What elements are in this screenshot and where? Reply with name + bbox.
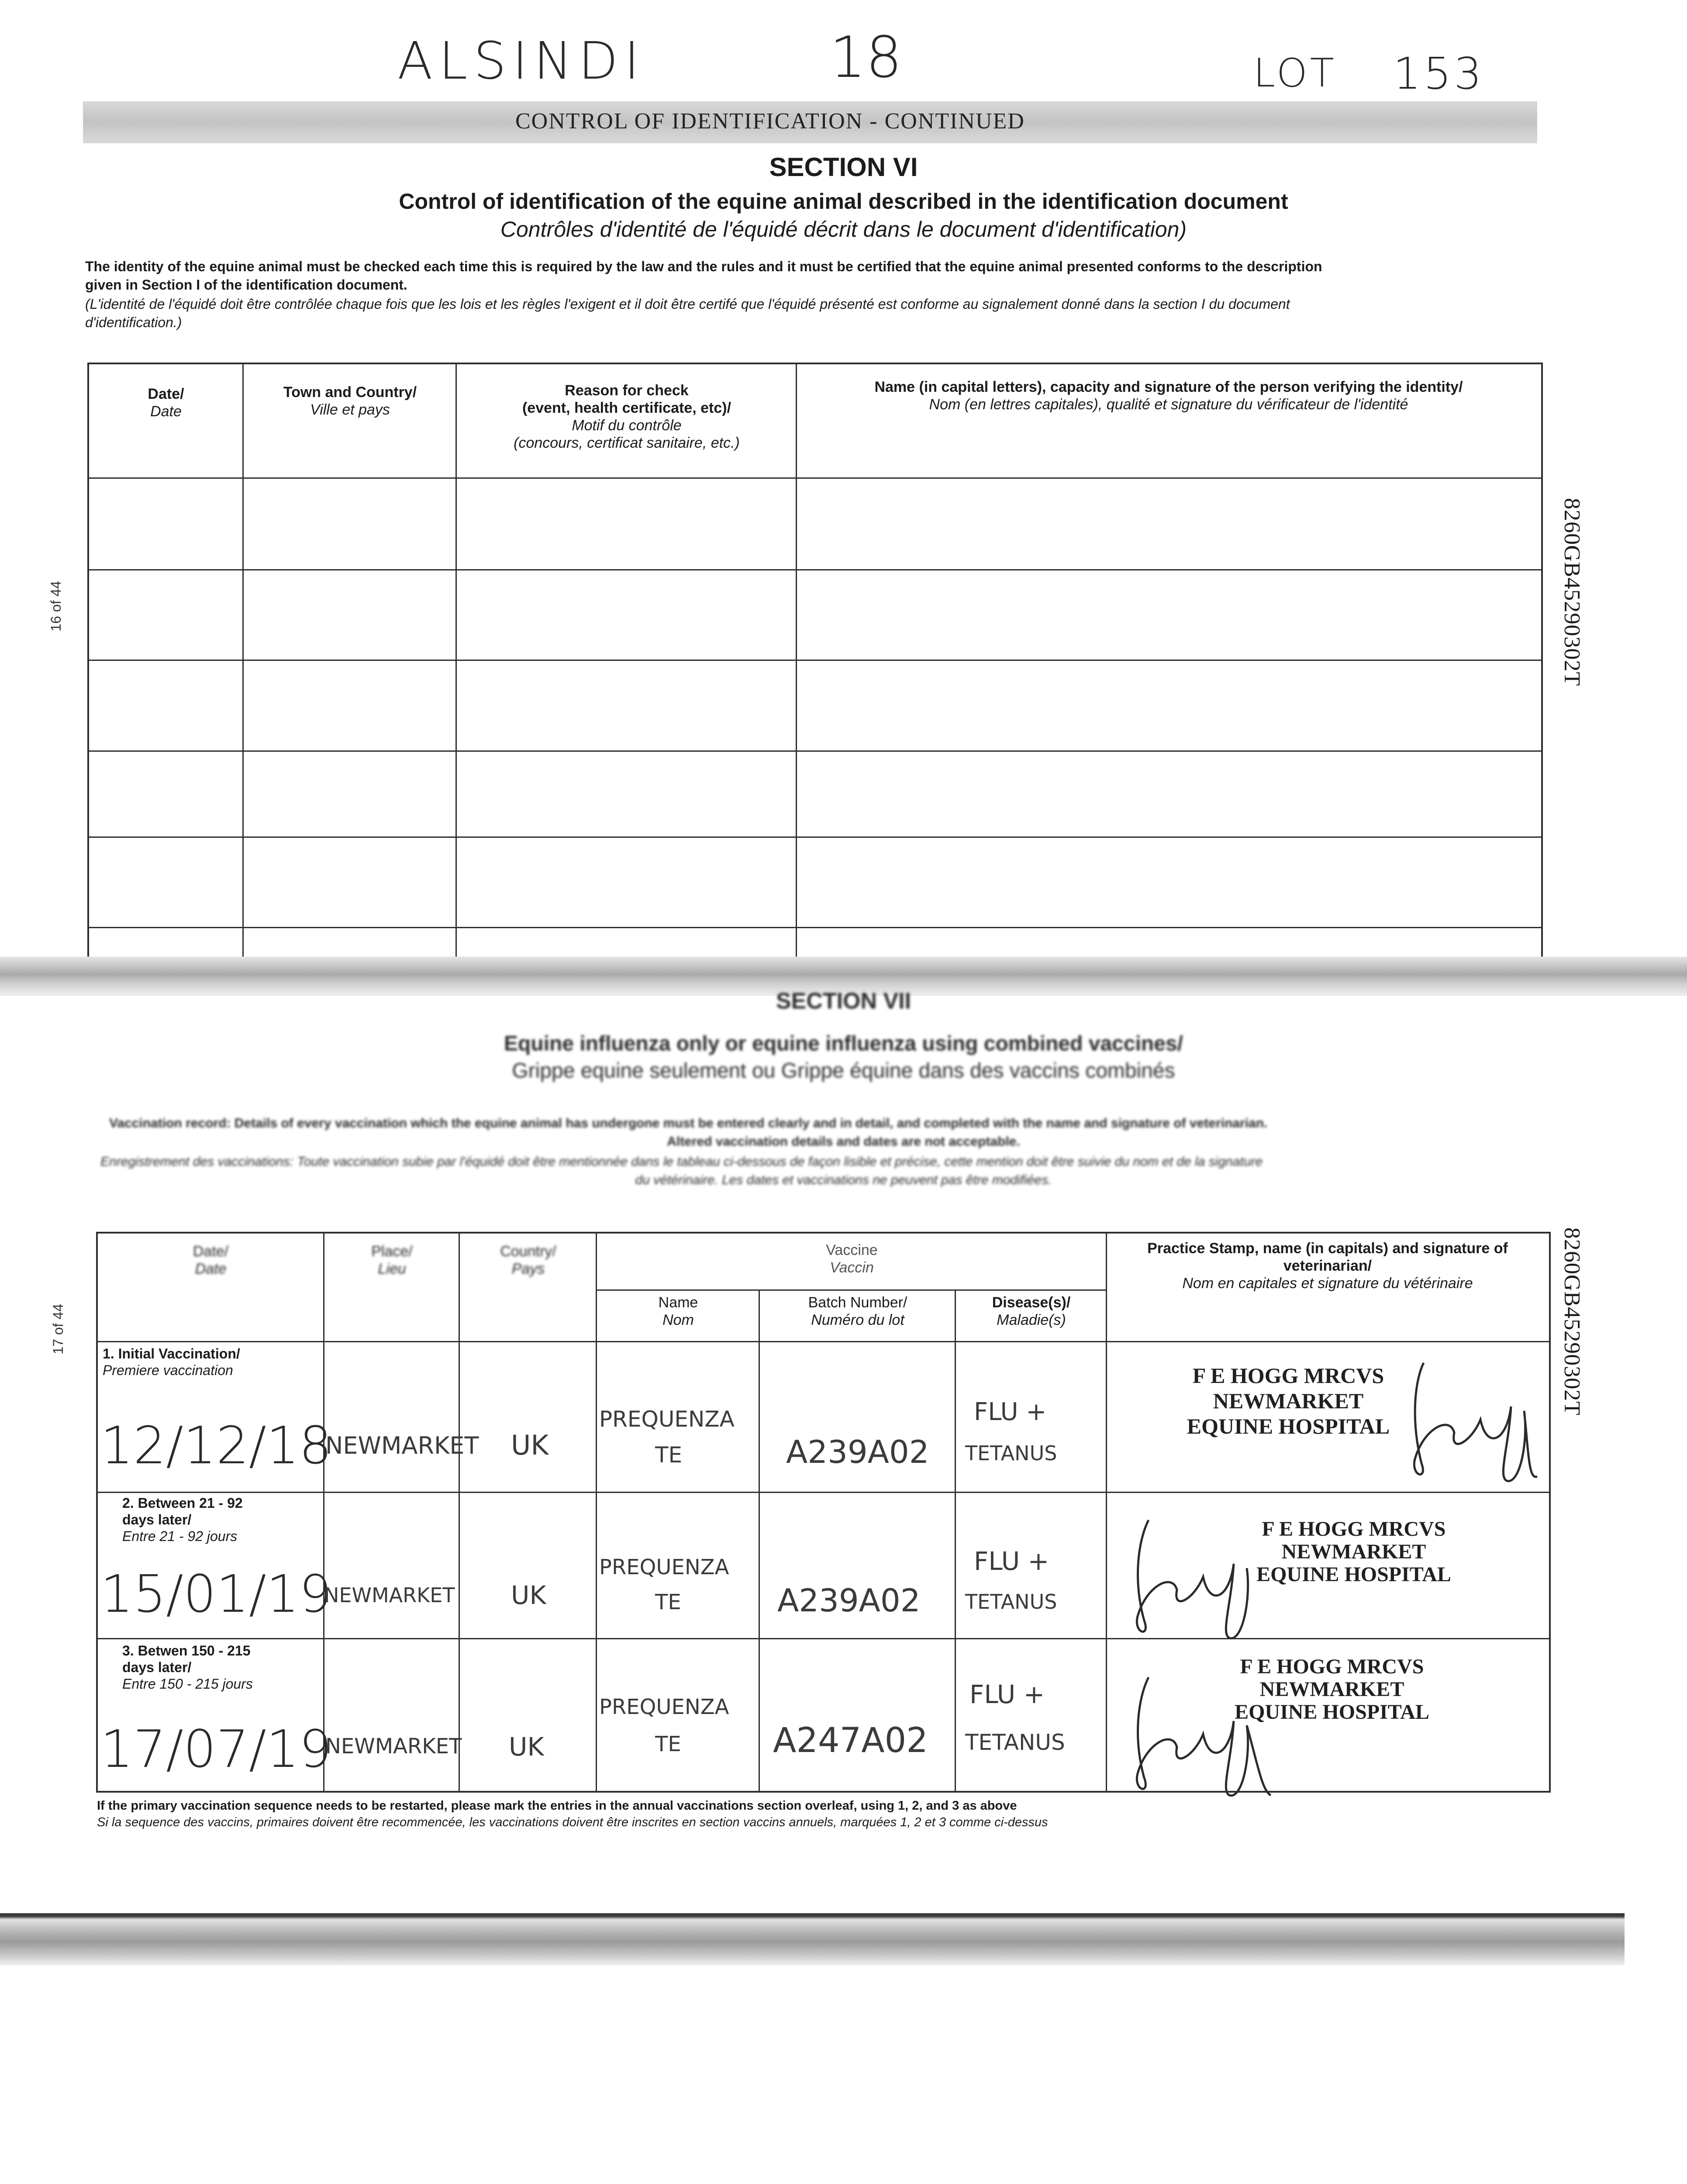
row-3-vaccine-name-2: TE (655, 1732, 681, 1756)
col-date-header: Date/ Date (193, 1243, 229, 1277)
row-2-vaccine-name-2: TE (655, 1590, 681, 1614)
section-vii-subtitle-fr: Grippe equine seulement ou Grippe équine dans des vaccins combinés (512, 1059, 1175, 1082)
row-1-country: UK (511, 1429, 549, 1461)
section-vi-subtitle-fr: Contrôles d'identité de l'équidé décrit dans le document d'identification) (500, 217, 1187, 242)
row-2-country: UK (511, 1580, 546, 1610)
row-3-disease-2: TETANUS (965, 1730, 1065, 1755)
section-vi-intro-fr-2: d'identification.) (85, 314, 182, 330)
row-1-date: 12/12/18 (100, 1415, 332, 1476)
row-2-date: 15/01/19 (100, 1564, 332, 1624)
section-vii-intro-fr-1: Enregistrement des vaccinations: Toute vaccination subie par l'équidé doit être mentionnée dans le tableau ci-dessous de façon lisible et précise, cette mention doit être suivie du nom et de la signature (100, 1154, 1263, 1169)
col-name-header: Name Nom (658, 1294, 698, 1328)
row-2-label: 2. Between 21 - 92 days later/ Entre 21 - 92 jours (122, 1495, 243, 1544)
col-reason-header: Reason for check (event, health certificate, etc)/ Motif du contrôle (concours, certificat sanitaire, etc.) (514, 382, 740, 451)
row-1-place: NEWMARKET (325, 1432, 479, 1459)
section-vii-subtitle-en: Equine influenza only or equine influenza using combined vaccines/ (504, 1032, 1183, 1055)
row-3-country: UK (509, 1732, 544, 1762)
row-2-disease: FLU + (974, 1546, 1049, 1576)
table-row[interactable] (87, 660, 1541, 661)
row-3-batch: A247A02 (773, 1721, 928, 1760)
section-vii-intro-en-2: Altered vaccination details and dates are not acceptable. (667, 1134, 1020, 1149)
row-2-place: NEWMARKET (324, 1583, 455, 1607)
row-2-batch: A239A02 (777, 1582, 921, 1619)
section-vi-intro-en-1: The identity of the equine animal must be checked each time this is required by the law and the rules and it must be certified that the equine animal presented conforms to the description (85, 259, 1322, 274)
section-vi-subtitle-en: Control of identification of the equine animal described in the identification document (399, 189, 1288, 214)
row-2-disease-2: TETANUS (965, 1590, 1057, 1614)
section-vi-title: SECTION VI (769, 152, 918, 182)
row-2-vaccine-name: PREQUENZA (599, 1555, 729, 1579)
row-1-signature (1397, 1354, 1546, 1485)
row-1-vaccine-name: PREQUENZA (599, 1406, 735, 1432)
row-3-vaccine-name: PREQUENZA (599, 1695, 729, 1719)
row-1-disease: FLU + (974, 1398, 1047, 1426)
banner-title: CONTROL OF IDENTIFICATION - CONTINUED (515, 109, 1025, 134)
section-vii-intro-fr-2: du vétérinaire. Les dates et vaccinations ne peuvent pas être modifiées. (635, 1173, 1052, 1187)
row-3-disease: FLU + (969, 1679, 1045, 1709)
doc-number-top: 8260GB45290302T (1559, 498, 1584, 686)
row-1-label: 1. Initial Vaccination/ Premiere vaccination (103, 1346, 240, 1378)
row-2-vet-stamp: F E HOGG MRCVS NEWMARKET EQUINE HOSPITAL (1256, 1517, 1451, 1586)
page-edge (0, 1913, 1625, 1966)
row-3-signature (1118, 1660, 1301, 1808)
identity-check-table (87, 363, 1543, 963)
table-row[interactable] (96, 1638, 1549, 1639)
row-1-vet-stamp: F E HOGG MRCVS NEWMARKET EQUINE HOSPITAL (1187, 1363, 1390, 1438)
lot-label: LOT (1253, 50, 1337, 96)
footnote-en: If the primary vaccination sequence needs to be restarted, please mark the entries in the annual vaccinations section overleaf, using 1, 2, and 3 as above (97, 1799, 1017, 1813)
section-vi-intro-fr-1: (L'identité de l'équidé doit être contrôlée chaque fois que les lois et les règles l'exigent et il doit être certifé que l'équidé présenté est conforme au signalement donné dans la section I du document (85, 296, 1290, 312)
doc-number-bottom: 8260GB45290302T (1559, 1227, 1584, 1416)
section-vii-intro-en-1: Vaccination record: Details of every vaccination which the equine animal has undergone must be entered clearly and in detail, and completed with the name and signature of veterinarian. (109, 1116, 1268, 1130)
footnote-fr: Si la sequence des vaccins, primaires doivent être recommencée, les vaccinations doivent être inscrites en section vaccins annuels, marquées 1, 2 et 3 comme ci-dessus (97, 1815, 1048, 1829)
col-date-header: Date/ Date (148, 386, 184, 420)
col-town-header: Town and Country/ Ville et pays (283, 384, 417, 418)
horse-year: 18 (830, 24, 902, 90)
page-number-16: 16 of 44 (48, 581, 64, 632)
col-verifier-header: Name (in capital letters), capacity and signature of the person verifying the identity/ Nom (en lettres capitales), qualité et signature du vérificateur de l'identité (874, 379, 1463, 413)
row-1-vaccine-name-2: TE (655, 1442, 683, 1468)
section-vi-intro-en-2: given in Section I of the identification document. (85, 277, 407, 293)
table-row[interactable] (96, 1492, 1549, 1493)
row-3-date: 17/07/19 (100, 1719, 332, 1779)
table-row[interactable] (87, 927, 1541, 928)
row-2-signature (1118, 1511, 1266, 1642)
row-3-label: 3. Betwen 150 - 215 days later/ Entre 150 - 215 jours (122, 1643, 253, 1692)
col-place-header: Place/ Lieu (371, 1243, 413, 1277)
page-number-17: 17 of 44 (50, 1304, 66, 1355)
row-1-batch: A239A02 (786, 1434, 929, 1470)
col-disease-header: Disease(s)/ Maladie(s) (992, 1294, 1071, 1328)
horse-name: ALSINDI (397, 31, 646, 91)
table-row[interactable] (87, 836, 1541, 838)
section-vii-title: SECTION VII (776, 988, 911, 1014)
lot-number: 153 (1393, 48, 1484, 99)
col-vaccine-header: Vaccine Vaccin (826, 1242, 878, 1276)
row-3-place: NEWMARKET (325, 1734, 462, 1759)
row-1-disease-2: TETANUS (965, 1441, 1057, 1465)
col-batch-header: Batch Number/ Numéro du lot (808, 1294, 907, 1328)
table-row[interactable] (87, 569, 1541, 570)
col-stamp-header: Practice Stamp, name (in capitals) and signature of veterinarian/ Nom en capitales et signature du vétérinaire (1147, 1240, 1508, 1292)
col-country-header: Country/ Pays (500, 1243, 556, 1277)
row-3-vet-stamp: F E HOGG MRCVS NEWMARKET EQUINE HOSPITAL (1235, 1655, 1429, 1724)
table-row[interactable] (87, 750, 1541, 752)
